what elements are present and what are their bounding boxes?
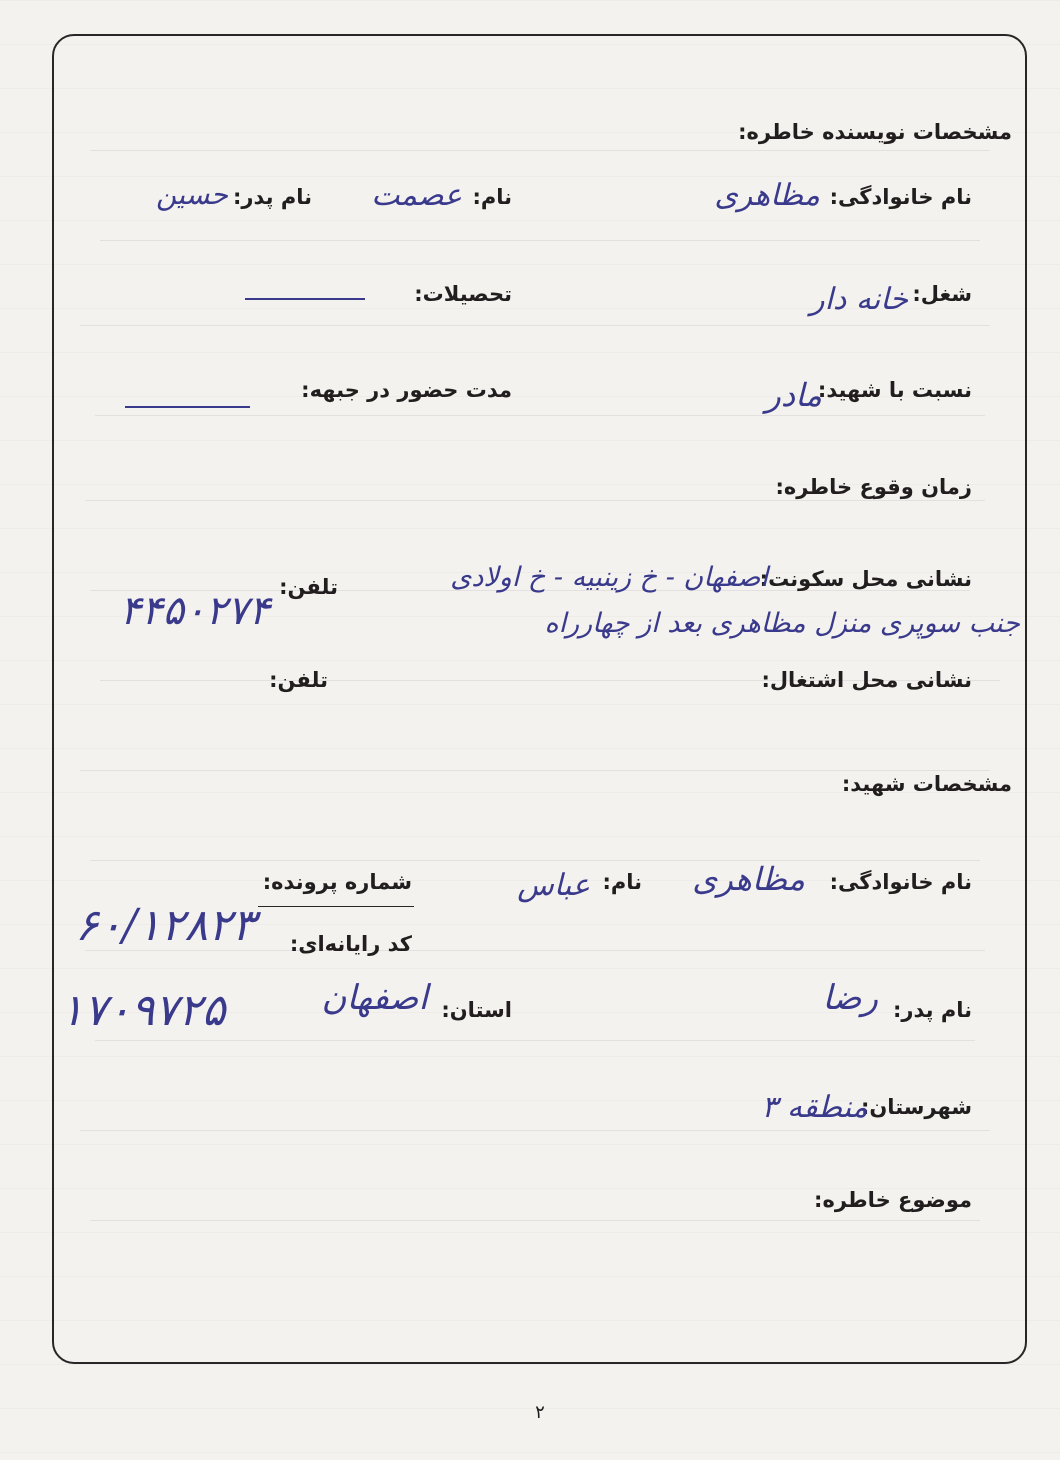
author-family-name-value: مظاهری (714, 178, 820, 213)
memory-subject-label: موضوع خاطره: (814, 1188, 972, 1212)
residence-phone-label: تلفن: (279, 575, 338, 599)
martyr-father-name-label: نام پدر: (893, 998, 972, 1022)
residence-address-line1: اصفهان - خ زینبیه - خ اولادی (450, 562, 768, 593)
author-family-name-label: نام خانوادگی: (829, 185, 972, 209)
page-number: ۲ (535, 1402, 545, 1423)
province-value: اصفهان (321, 978, 428, 1018)
memory-time-label: زمان وقوع خاطره: (775, 475, 972, 499)
city-value: منطقه ۳ (761, 1090, 868, 1125)
relation-label: نسبت با شهید: (817, 378, 972, 402)
author-father-name-value: حسین (155, 178, 228, 211)
author-section-title: مشخصات نویسنده خاطره: (738, 120, 1012, 144)
computer-code-value: ۱۷۰۹۷۲۵ (60, 985, 226, 1036)
province-label: استان: (441, 998, 512, 1022)
work-address-label: نشانی محل اشتغال: (761, 668, 972, 692)
education-blank (245, 298, 365, 300)
martyr-section-title: مشخصات شهید: (841, 772, 1012, 796)
author-name-label: نام: (472, 185, 512, 209)
martyr-family-name-label: نام خانوادگی: (829, 870, 972, 894)
residence-phone-value: ۴۴۵۰۲۷۴ (119, 588, 270, 634)
form-border (52, 34, 1027, 1364)
file-number-value: ۶۰/۱۲۸۲۳ (75, 900, 256, 951)
file-number-label: شماره پرونده: (262, 870, 412, 894)
author-name-value: عصمت (371, 178, 462, 213)
file-number-rule (258, 906, 414, 907)
residence-address-label: نشانی محل سکونت: (759, 567, 972, 591)
city-label: شهرستان: (860, 1095, 972, 1119)
martyr-family-name-value: مظاهری (692, 860, 805, 898)
education-label: تحصیلات: (414, 282, 512, 306)
computer-code-label: کد رایانه‌ای: (289, 932, 412, 956)
front-duration-blank (125, 406, 250, 408)
martyr-name-value: عباس (517, 868, 590, 903)
occupation-label: شغل: (912, 282, 972, 306)
residence-address-line2: جنب سوپری منزل مظاهری بعد از چهارراه (544, 608, 1020, 639)
author-father-name-label: نام پدر: (233, 185, 312, 209)
martyr-name-label: نام: (602, 870, 642, 894)
martyr-father-name-value: رضا (822, 978, 878, 1018)
front-duration-label: مدت حضور در جبهه: (301, 378, 512, 402)
occupation-value: خانه دار (810, 282, 908, 317)
relation-value: مادر (765, 376, 822, 414)
work-phone-label: تلفن: (269, 668, 328, 692)
